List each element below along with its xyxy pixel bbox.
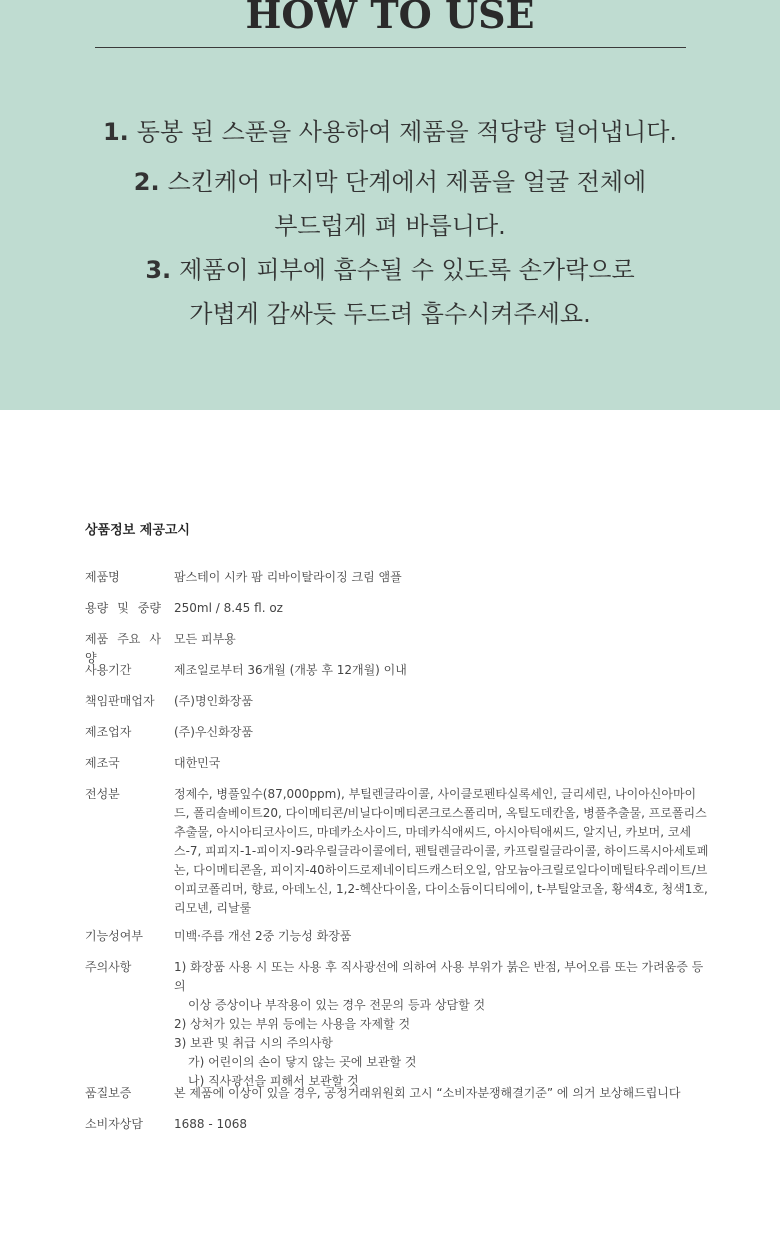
info-value: 250ml / 8.45 fl. oz bbox=[174, 601, 283, 615]
caution-line: 가) 어린이의 손이 닿지 않는 곳에 보관할 것 bbox=[188, 1055, 417, 1069]
info-value: 1688 - 1068 bbox=[174, 1117, 248, 1131]
step-1 bbox=[0, 110, 780, 154]
step-3-number: 3. bbox=[145, 256, 172, 284]
caution-line: 1) 화장품 사용 시 또는 사용 후 직사광선에 의하여 사용 부위가 붉은 반점, 부어오름 또는 가려움증 등의 bbox=[174, 960, 704, 993]
info-label: 제품명 bbox=[85, 570, 120, 584]
info-value: 팜스테이 시카 팜 리바이탈라이징 크림 앰플 bbox=[174, 570, 402, 584]
how-to-use-section bbox=[0, 0, 780, 410]
caution-line: 3) 보관 및 취급 시의 주의사항 bbox=[174, 1036, 333, 1050]
step-3-text-line2: 가볍게 감싸듯 두드려 흡수시켜주세요. bbox=[189, 300, 591, 328]
info-label: 사용기간 bbox=[85, 663, 132, 677]
info-label: 주의사항 bbox=[85, 960, 132, 974]
info-value: (주)명인화장품 bbox=[174, 694, 253, 708]
caution-line: 2) 상처가 있는 부위 등에는 사용을 자제할 것 bbox=[174, 1017, 411, 1031]
step-3 bbox=[0, 248, 780, 336]
info-value: 대한민국 bbox=[174, 756, 221, 770]
info-label: 책임판매업자 bbox=[85, 694, 155, 708]
info-label: 품질보증 bbox=[85, 1086, 132, 1100]
step-2-text-line1: 스킨케어 마지막 단계에서 제품을 얼굴 전체에 bbox=[167, 168, 647, 196]
info-label: 소비자상담 bbox=[85, 1117, 143, 1131]
product-info-notice bbox=[85, 520, 709, 1131]
info-value: 모든 피부용 bbox=[174, 632, 236, 646]
step-3-text-line1: 제품이 피부에 흡수될 수 있도록 손가락으로 bbox=[179, 256, 635, 284]
caution-line: 나) 직사광선을 피해서 보관할 것 bbox=[188, 1074, 359, 1088]
info-label: 용량 및 중량 bbox=[85, 601, 161, 615]
step-2-number: 2. bbox=[133, 168, 160, 196]
info-value: 본 제품에 이상이 있을 경우, 공정거래위원회 고시 “소비자분쟁해결기준” 에 의거 보상해드립니다 bbox=[174, 1086, 681, 1100]
step-2-text-line2: 부드럽게 펴 바릅니다. bbox=[274, 212, 506, 240]
how-to-use-title: HOW TO USE bbox=[245, 0, 535, 37]
step-2 bbox=[0, 160, 780, 248]
step-1-text: 동봉 된 스푼을 사용하여 제품을 적당량 덜어냅니다. bbox=[136, 118, 678, 146]
info-value: 제조일로부터 36개월 (개봉 후 12개월) 이내 bbox=[174, 663, 407, 677]
info-label: 제품 주요 사양 bbox=[85, 632, 161, 665]
step-1-number: 1. bbox=[102, 118, 129, 146]
title-divider bbox=[95, 47, 686, 48]
caution-line: 이상 증상이나 부작용이 있는 경우 전문의 등과 상담할 것 bbox=[188, 998, 486, 1012]
info-value: 미백·주름 개선 2중 기능성 화장품 bbox=[174, 929, 352, 943]
info-label: 기능성여부 bbox=[85, 929, 143, 943]
info-label: 제조업자 bbox=[85, 725, 132, 739]
info-label: 전성분 bbox=[85, 787, 120, 801]
caution-list bbox=[174, 958, 709, 1091]
info-value: 정제수, 병풀잎수(87,000ppm), 부틸렌글라이콜, 사이클로펜타실록세인, 글리세린, 나이아신아마이드, 폴리솔베이트20, 다이메티콘/비닐다이메티콘크로스폴리머, 옥틸도데칸올, 병풀추출물, 프로폴리스추출물, 아시아티코사이드, 마데카소사이드, 마데카식애씨드, 아시아틱애씨드, 알지닌, 카보머, 코세스-7, 피피지-1-피이지-9라우릴글라이콜에터, 펜틸렌글라이콜, 카프릴릴글라이콜, 하이드록시아세토페논, 다이메티콘올, 피이지-40하이드로제네이티드캐스터오일, 암모늄아크릴로일다이메틸타우레이트/브이피코폴리머, 향료, 아데노신, 1,2-헥산다이올, 다이소듐이디티에이, t-부틸알코올, 황색4호, 청색1호, 리모넨, 리날룰 bbox=[174, 787, 709, 915]
info-title: 상품정보 제공고시 bbox=[85, 523, 190, 538]
info-value: (주)우신화장품 bbox=[174, 725, 253, 739]
info-label: 제조국 bbox=[85, 756, 120, 770]
